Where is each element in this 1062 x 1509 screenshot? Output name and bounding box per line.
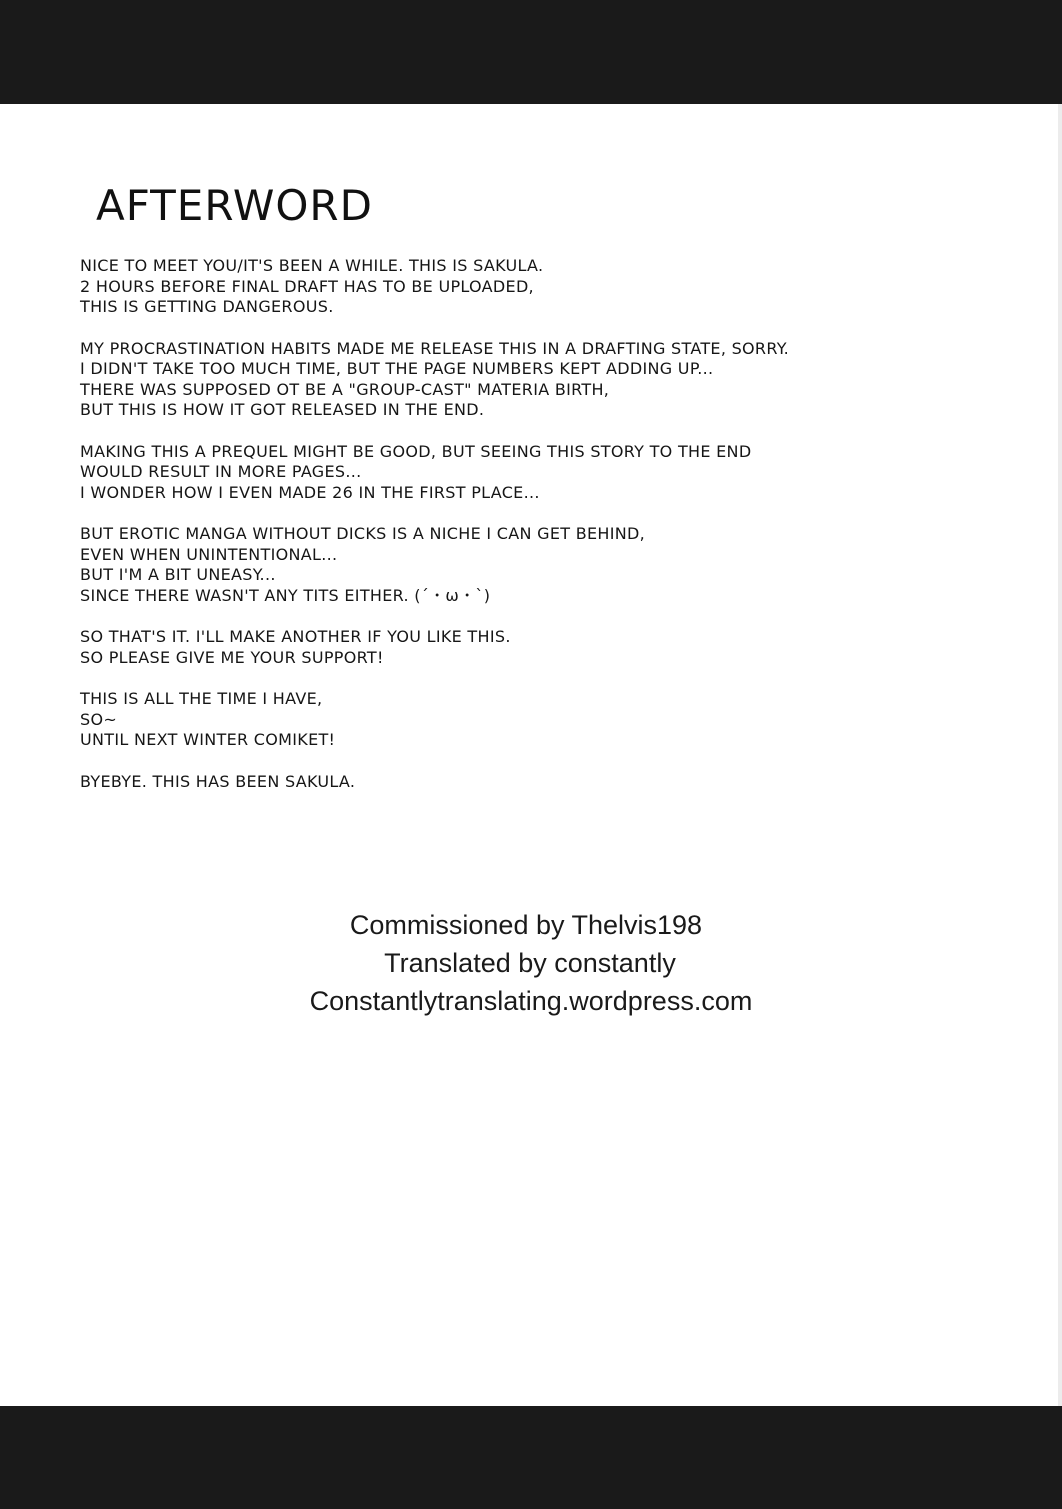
paragraph (80, 339, 980, 421)
text-line: THERE WAS SUPPOSED OT BE A "GROUP-CAST" MATERIA BIRTH, (80, 379, 610, 399)
text-line: NICE TO MEET YOU/IT'S BEEN A WHILE. THIS IS SAKULA. (80, 256, 544, 275)
commissioned-credit: Commissioned by Thelvis198 (349, 910, 703, 940)
text-line: BUT THIS IS HOW IT GOT RELEASED IN THE END. (80, 400, 485, 419)
page-edge (1058, 104, 1062, 1406)
website-credit: Constantlytranslating.wordpress.com (309, 986, 753, 1016)
text-line: THIS IS GETTING DANGEROUS. (80, 297, 334, 316)
paragraph (80, 627, 980, 668)
text-line: MY PROCRASTINATION HABITS MADE ME RELEASE THIS IN A DRAFTING STATE, SORRY. (80, 338, 789, 358)
text-line: THIS IS ALL THE TIME I HAVE, (80, 689, 323, 708)
text-line: BUT I'M A BIT UNEASY... (80, 565, 276, 584)
text-line: BUT EROTIC MANGA WITHOUT DICKS IS A NICHE I CAN GET BEHIND, (80, 524, 646, 543)
text-line: 2 HOURS BEFORE FINAL DRAFT HAS TO BE UPLOADED, (80, 276, 534, 296)
paragraph (80, 772, 980, 793)
text-line: SO THAT'S IT. I'LL MAKE ANOTHER IF YOU LIKE THIS. (80, 627, 511, 646)
bottom-scan-band (0, 1406, 1062, 1509)
text-line: SINCE THERE WASN'T ANY TITS EITHER. (´・ω・`) (80, 585, 491, 605)
text-line: MAKING THIS A PREQUEL MIGHT BE GOOD, BUT SEEING THIS STORY TO THE END (80, 441, 752, 461)
translated-credit: Translated by constantly (384, 948, 676, 978)
paragraph (80, 689, 980, 751)
text-line: I WONDER HOW I EVEN MADE 26 IN THE FIRST PLACE... (80, 482, 540, 502)
text-line: SO PLEASE GIVE ME YOUR SUPPORT! (80, 647, 384, 667)
paragraph (80, 524, 980, 606)
paragraph (80, 256, 980, 318)
text-line: SO~ (80, 709, 118, 729)
text-line: EVEN WHEN UNINTENTIONAL... (80, 544, 338, 564)
afterword-body (80, 256, 980, 813)
paragraph (80, 442, 980, 504)
translator-credits (0, 906, 1062, 1020)
text-line: I DIDN'T TAKE TOO MUCH TIME, BUT THE PAGE NUMBERS KEPT ADDING UP... (80, 359, 714, 378)
text-line: BYEBYE. THIS HAS BEEN SAKULA. (80, 771, 356, 791)
page-title: AFTERWORD (96, 181, 373, 230)
text-line: UNTIL NEXT WINTER COMIKET! (80, 730, 336, 749)
text-line: WOULD RESULT IN MORE PAGES... (80, 462, 362, 481)
top-scan-band (0, 0, 1062, 104)
